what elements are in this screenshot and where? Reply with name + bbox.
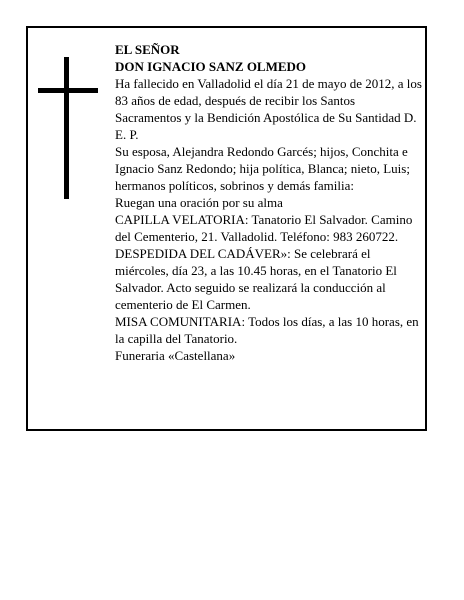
farewell-info: DESPEDIDA DEL CADÁVER»: Se celebrará el miércoles, día 23, a las 10.45 horas, en el Tanatorio El Salvador. Acto seguido se realizará la conducción al cementerio de El Carmen. [115, 246, 397, 312]
deceased-name: DON IGNACIO SANZ OLMEDO [115, 59, 307, 74]
prayer-request: Ruegan una oración por su alma [115, 195, 283, 210]
notice-title-line-1: EL SEÑOR [115, 42, 180, 57]
obituary-notice [26, 26, 427, 431]
family-list: Su esposa, Alejandra Redondo Garcés; hijos, Conchita e Ignacio Sanz Redondo; hija política, Blanca; nieto, Luis; hermanos políticos, sobrinos y demás familia: [115, 144, 410, 193]
notice-text [115, 41, 423, 364]
death-announcement: Ha fallecido en Valladolid el día 21 de mayo de 2012, a los 83 años de edad, después de recibir los Santos Sacramentos y la Bendición Apostólica de Su Santidad D. E. P. [115, 76, 422, 142]
mass-info: MISA COMUNITARIA: Todos los días, a las 10 horas, en la capilla del Tanatorio. [115, 314, 419, 346]
cross-horizontal-bar [38, 88, 98, 93]
cross-vertical-bar [64, 57, 69, 199]
funeral-home: Funeraria «Castellana» [115, 348, 236, 363]
chapel-info: CAPILLA VELATORIA: Tanatorio El Salvador. Camino del Cementerio, 21. Valladolid. Teléfono: 983 260722. [115, 212, 413, 244]
cross-icon [38, 57, 98, 199]
